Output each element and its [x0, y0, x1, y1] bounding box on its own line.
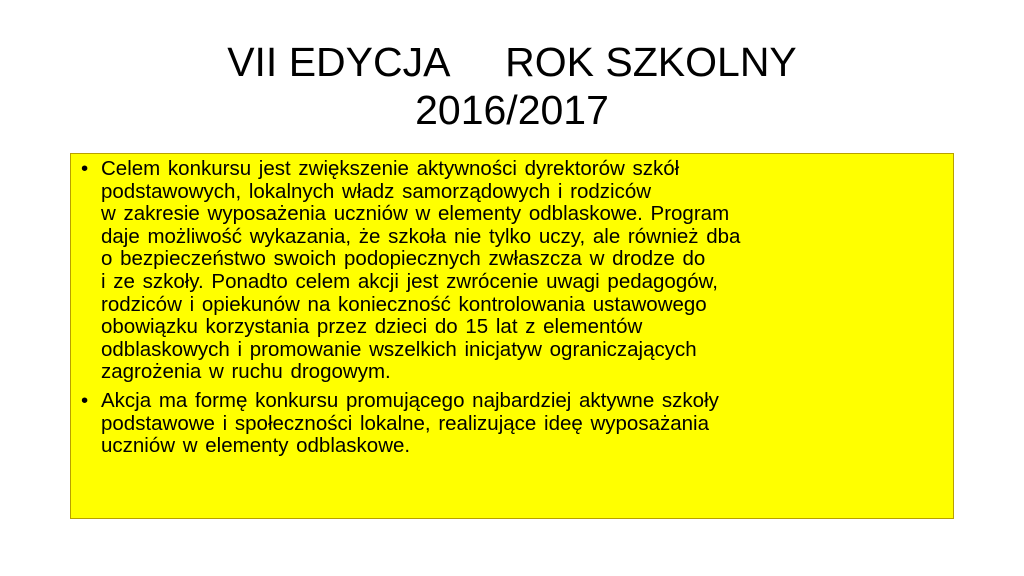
bullet-1-line-4: daje możliwość wykazania, że szkoła nie tylko uczy, ale również dba: [101, 224, 741, 248]
bullet-1-line-8: obowiązku korzystania przez dzieci do 15 lat z elementów: [101, 315, 643, 339]
bullet-1-line-7: rodziców i opiekunów na konieczność kontrolowania ustawowego: [101, 292, 707, 316]
bullet-2-line-3: uczniów w elementy odblaskowe.: [101, 434, 411, 458]
bullet-1-line-5: o bezpieczeństwo swoich podopiecznych zwłaszcza w drodze do: [101, 247, 706, 271]
bullet-2-line-2: podstawowe i społeczności lokalne, realizujące ideę wyposażania: [101, 411, 709, 435]
content-box: [70, 153, 954, 519]
title-line-1: VII EDYCJA ROK SZKOLNY: [227, 39, 797, 85]
title-line-2: 2016/2017: [415, 87, 609, 133]
bullet-1-line-3: w zakresie wyposażenia uczniów w elementy odblaskowe. Program: [101, 202, 730, 226]
bullet-1-line-6: i ze szkoły. Ponadto celem akcji jest zwrócenie uwagi pedagogów,: [101, 269, 718, 293]
bullet-item-1: [81, 158, 943, 384]
bullet-list: [81, 158, 943, 458]
bullet-1-line-10: zagrożenia w ruchu drogowym.: [101, 360, 391, 384]
bullet-icon: •: [81, 388, 89, 412]
slide-title: [0, 38, 1024, 134]
bullet-1-line-2: podstawowych, lokalnych władz samorządowych i rodziców: [101, 179, 652, 203]
bullet-1-line-9: odblaskowych i promowanie wszelkich inicjatyw ograniczających: [101, 337, 697, 361]
bullet-icon: •: [81, 157, 89, 180]
bullet-item-2: [81, 390, 943, 458]
bullet-2-line-1: Akcja ma formę konkursu promującego najbardziej aktywne szkoły: [101, 388, 719, 412]
bullet-1-line-1: Celem konkursu jest zwiększenie aktywności dyrektorów szkół: [101, 157, 680, 180]
